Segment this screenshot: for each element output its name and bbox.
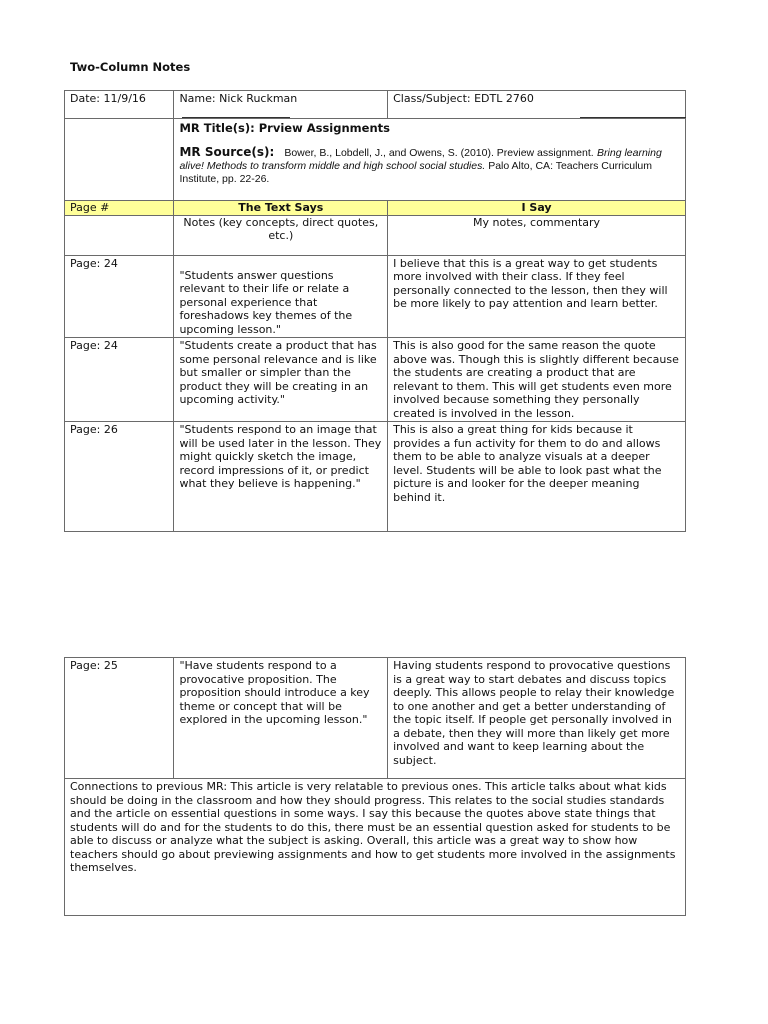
name-underline — [182, 117, 290, 118]
mr-source-tail: Palo Alto, CA: Teachers Curriculum Institute, pp. 22-26. — [179, 159, 652, 185]
mr-source-label: MR Source(s): — [179, 144, 275, 159]
header-row — [65, 91, 686, 119]
i-say-subheader: My notes, commentary — [388, 215, 686, 255]
mr-source-italic: Bring learning alive! Methods to transform middle and high school social studies. — [179, 146, 662, 172]
mr-title-label: MR Title(s): Pr — [179, 121, 273, 135]
connections-cell: Connections to previous MR: This article is very relatable to previous ones. This article talks about what kids should be doing in the classroom and how they should progress. This relates to the social studies standards and the article on essential questions in some ways. I say this because the quotes above state things that students will do and for the students to do this, there must be an essential question asked for students to be able to discuss or analyze what the subject is asking. Overall, this article was a great way to show how teachers should go about previewing assignments and how to get students more involved in the assignments themselves. — [65, 779, 686, 916]
row-text-cell: "Students create a product that has some personal relevance and is like but smaller or simpler than the product they will be creating in an upcoming activity." — [174, 338, 388, 422]
table-row — [65, 422, 686, 532]
date-cell: Date: 11/9/16 — [65, 91, 174, 119]
document-title: Two-Column Notes — [70, 60, 191, 74]
class-underline — [580, 117, 686, 118]
table-row — [65, 338, 686, 422]
row-page-cell: Page: 24 — [65, 255, 174, 338]
text-says-subheader: Notes (key concepts, direct quotes, etc.) — [174, 215, 388, 255]
text-says-column-header: The Text Says — [174, 201, 388, 216]
row-note-cell: This is also good for the same reason the quote above was. Though this is slightly different because the students are creating a product that are relevant to them. This will get students even more involved because something they personally created is involved in the lesson. — [388, 338, 686, 422]
row-page-cell: Page: 25 — [65, 658, 174, 779]
mr-blank-cell — [65, 119, 174, 201]
subheader-blank-cell — [65, 215, 174, 255]
mr-source — [179, 146, 680, 186]
mr-title — [179, 122, 680, 136]
connections-row — [65, 779, 686, 916]
mr-source-plain: Bower, B., Lobdell, J., and Owens, S. (2010). Preview assignment. — [284, 146, 594, 159]
table-row — [65, 658, 686, 779]
class-subject-cell: Class/Subject: EDTL 2760 — [388, 91, 686, 119]
i-say-column-header: I Say — [388, 201, 686, 216]
name-cell: Name: Nick Ruckman — [174, 91, 388, 119]
row-note-cell: I believe that this is a great way to get students more involved with their class. If they feel personally connected to the lesson, then they will be more likely to pay attention and learn better. — [388, 255, 686, 338]
row-text-cell: "Have students respond to a provocative proposition. The proposition should introduce a key theme or concept that will be explored in the upcoming lesson." — [174, 658, 388, 779]
column-header-row — [65, 201, 686, 216]
column-subheader-row — [65, 215, 686, 255]
row-note-cell: This is also a great thing for kids because it provides a fun activity for them to do and allows them to be able to analyze visuals at a deeper level. Students will be able to look past what the picture is and looker for the deeper meaning behind it. — [388, 422, 686, 532]
table-row — [65, 255, 686, 338]
row-text-cell: "Students respond to an image that will be used later in the lesson. They might quickly sketch the image, record impressions of it, or predict what they believe is happening." — [174, 422, 388, 532]
page-column-header: Page # — [65, 201, 174, 216]
notes-table-continued — [64, 657, 686, 916]
row-text-cell — [174, 255, 388, 338]
row-page-cell: Page: 26 — [65, 422, 174, 532]
mr-title-value: view Assignments — [272, 121, 390, 135]
mr-info-row — [65, 119, 686, 201]
row-note-cell: Having students respond to provocative questions is a great way to start debates and discuss topics deeply. This allows people to relay their knowledge to one another and get a better understanding of the topic itself. If people get personally involved in a debate, then they will more than likely get more involved and want to keep learning about the subject. — [388, 658, 686, 779]
row-quote: "Students answer questions relevant to their life or relate a personal experience that foreshadows key themes of the upcoming lesson." — [179, 268, 353, 336]
notes-table — [64, 90, 686, 532]
row-page-cell: Page: 24 — [65, 338, 174, 422]
mr-info-cell — [174, 119, 686, 201]
